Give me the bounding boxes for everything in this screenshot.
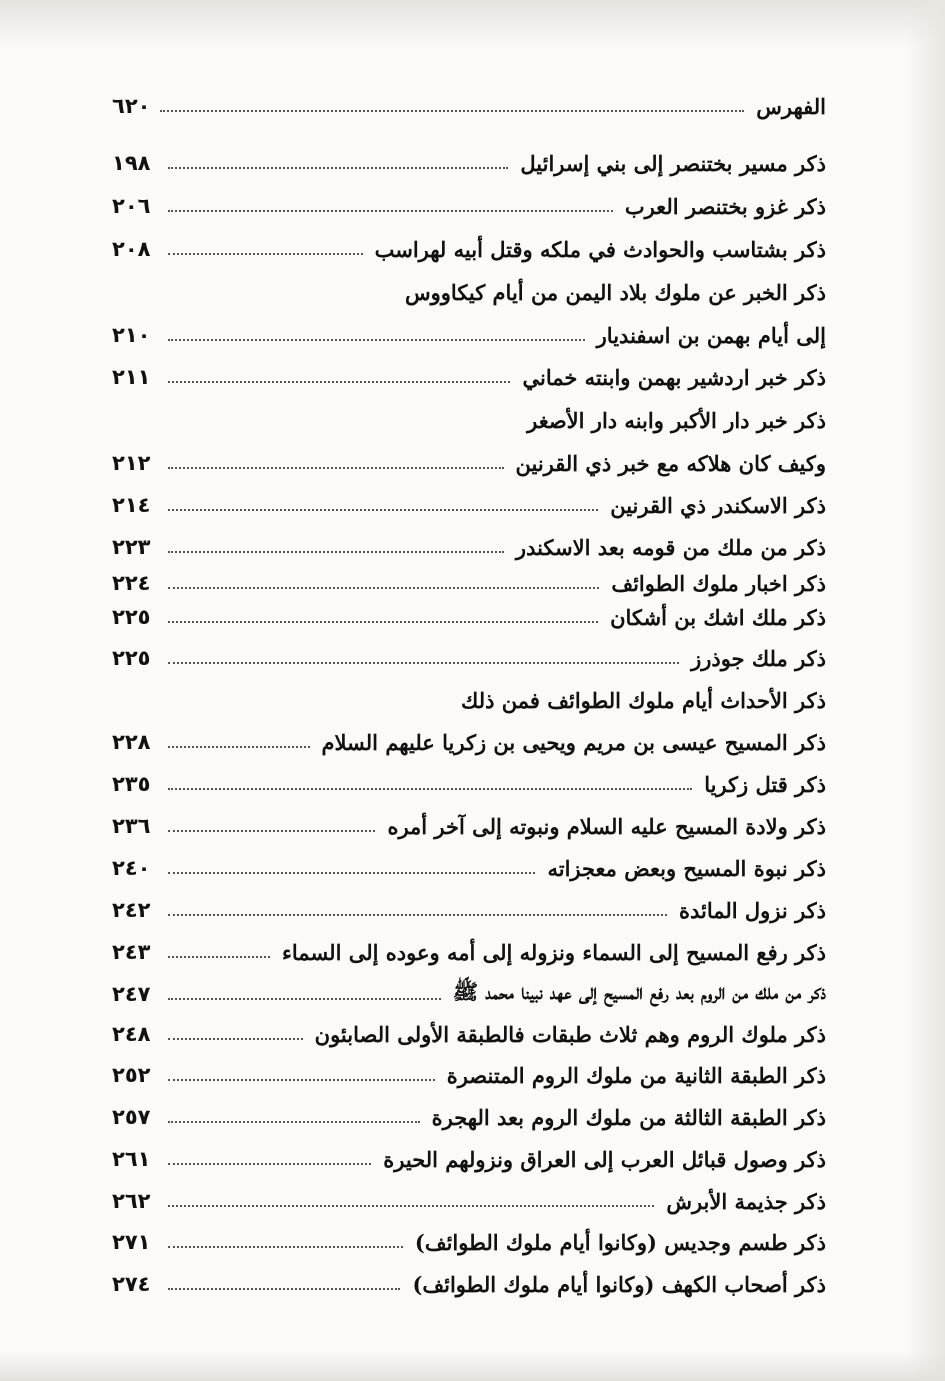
- page-number: ٦٢٠: [112, 94, 151, 118]
- leader-dots: [168, 1038, 303, 1040]
- entry-page-number: ٢٣٥: [112, 772, 151, 796]
- leader-dots: [168, 509, 598, 511]
- entry-title: ذكر وصول قبائل العرب إلى العراق ونزولهم الحيرة: [383, 1146, 826, 1172]
- leader-dots: [168, 1079, 435, 1081]
- index-entry: [112, 357, 826, 397]
- leader-dots: [168, 210, 613, 212]
- page-title: الفهرس: [756, 93, 826, 119]
- index-entry: [112, 1097, 826, 1137]
- entry-page-number: ٢٤٧: [112, 982, 151, 1006]
- entry-page-number: ٢٧٤: [112, 1272, 151, 1296]
- entry-title: ذكر أصحاب الكهف (وكانوا أيام ملوك الطوائف): [412, 1271, 826, 1297]
- entry-title: ذكر الأحداث أيام ملوك الطوائف فمن ذلك: [461, 687, 826, 713]
- leader-dots: [168, 998, 441, 1000]
- entry-page-number: ٢٤٢: [112, 898, 151, 922]
- entry-page-number: ٢٢٨: [112, 730, 151, 754]
- leader-dots: [168, 914, 667, 916]
- entry-page-number: ٢١٤: [112, 493, 151, 517]
- entry-title: ذكر اخبار ملوك الطوائف: [611, 570, 826, 596]
- entry-title: ذكر قتل زكريا: [704, 771, 826, 797]
- entry-title: ذكر من ملك من قومه بعد الاسكندر: [515, 534, 826, 560]
- entry-page-number: ٢٢٥: [112, 646, 151, 670]
- index-entry: [112, 443, 826, 483]
- entry-page-number: ٢٤٠: [112, 856, 151, 880]
- leader-dots: [168, 467, 504, 469]
- entry-title: ذكر ملوك الروم وهم ثلاث طبقات فالطبقة الأولى الصابئون: [314, 1021, 826, 1047]
- entry-page-number: ٢٤٨: [112, 1022, 151, 1046]
- leader-dots: [168, 1246, 403, 1248]
- index-entry: [112, 186, 826, 226]
- entry-title: ذكر نبوة المسيح وبعض معجزاته: [547, 855, 826, 881]
- entry-title: ذكر ملك جوذرز: [691, 645, 826, 671]
- index-entry: [112, 1139, 826, 1179]
- leader-dots: [168, 167, 508, 169]
- index-entry: [112, 932, 826, 972]
- leader-dots: [168, 746, 310, 748]
- entry-page-number: ٢٠٦: [112, 194, 151, 218]
- entry-title: وكيف كان هلاكه مع خبر ذي القرنين: [515, 450, 826, 476]
- index-entry: [112, 1264, 826, 1304]
- index-entry: [112, 1055, 826, 1095]
- entry-title: ذكر المسيح عيسى بن مريم ويحيى بن زكريا عليهم السلام: [321, 729, 826, 755]
- leader-dots: [168, 956, 270, 958]
- entry-page-number: ٢١١: [112, 365, 151, 389]
- index-entry: [112, 848, 826, 888]
- header-leader-dots: [160, 110, 744, 112]
- entry-page-number: ٢٧١: [112, 1230, 151, 1254]
- entry-title: ذكر نزول المائدة: [678, 897, 826, 923]
- index-entry: [112, 1181, 826, 1221]
- index-entry: [112, 527, 826, 567]
- leader-dots: [168, 381, 510, 383]
- index-entry: [112, 229, 826, 269]
- index-entry: [112, 597, 826, 637]
- leader-dots: [168, 662, 679, 664]
- leader-dots: [168, 830, 375, 832]
- leader-dots: [168, 1205, 654, 1207]
- index-entry: [112, 485, 826, 525]
- entry-title: ذكر مسير بختنصر إلى بني إسرائيل: [520, 150, 826, 176]
- index-entry: [112, 974, 826, 1014]
- entry-page-number: ٢٥٧: [112, 1105, 151, 1129]
- entry-title: ذكر الطبقة الثانية من ملوك الروم المتنصرة: [446, 1062, 826, 1088]
- leader-dots: [168, 253, 363, 255]
- entry-title: ذكر من ملك من الروم بعد رفع المسيح إلى عهد نبينا محمد ﷺ: [452, 978, 826, 1004]
- entry-page-number: ١٩٨: [112, 151, 151, 175]
- entry-page-number: ٢١٠: [112, 323, 151, 347]
- entry-title: ذكر الاسكندر ذي القرنين: [610, 492, 826, 518]
- entry-title: ذكر طسم وجديس (وكانوا أيام ملوك الطوائف): [414, 1229, 826, 1255]
- index-entry: [112, 890, 826, 930]
- index-entry: [112, 806, 826, 846]
- entry-page-number: ٢٦٢: [112, 1189, 151, 1213]
- index-entry: [112, 400, 826, 440]
- entry-page-number: ٢٢٤: [112, 571, 151, 595]
- leader-dots: [168, 872, 535, 874]
- leader-dots: [168, 1121, 420, 1123]
- entry-page-number: ٢٤٣: [112, 940, 151, 964]
- leader-dots: [168, 1163, 371, 1165]
- entry-page-number: ٢٣٦: [112, 814, 151, 838]
- entry-page-number: ٢٥٢: [112, 1063, 151, 1087]
- entry-title: ذكر رفع المسيح إلى السماء ونزوله إلى أمه وعوده إلى السماء: [282, 939, 826, 965]
- page-edge-right: [905, 0, 945, 1381]
- entry-title: إلى أيام بهمن بن اسفنديار: [596, 322, 826, 348]
- index-entry: [112, 315, 826, 355]
- entry-page-number: ٢٢٣: [112, 535, 151, 559]
- entry-page-number: ٢٦١: [112, 1147, 151, 1171]
- leader-dots: [168, 621, 598, 623]
- leader-dots: [168, 587, 599, 589]
- leader-dots: [168, 551, 504, 553]
- index-entry: [112, 143, 826, 183]
- entry-title: ذكر ملك اشك بن أشكان: [610, 604, 826, 630]
- index-entry: [112, 722, 826, 762]
- index-entry: [112, 272, 826, 312]
- index-entry: [112, 1222, 826, 1262]
- entry-title: ذكر ولادة المسيح عليه السلام ونبوته إلى آخر أمره: [387, 813, 826, 839]
- entry-page-number: ٢٢٥: [112, 605, 151, 629]
- entry-title: ذكر الخبر عن ملوك بلاد اليمن من أيام كيكاووس: [405, 279, 826, 305]
- leader-dots: [168, 339, 585, 341]
- entry-title: ذكر بشتاسب والحوادث في ملكه وقتل أبيه لهراسب: [374, 236, 826, 262]
- leader-dots: [168, 1288, 400, 1290]
- index-entry: [112, 1014, 826, 1054]
- index-entry: [112, 680, 826, 720]
- index-entry: [112, 638, 826, 678]
- entry-title: ذكر خبر دار الأكبر وابنه دار الأصغر: [527, 407, 826, 433]
- entry-title: ذكر الطبقة الثالثة من ملوك الروم بعد الهجرة: [431, 1104, 826, 1130]
- leader-dots: [168, 788, 692, 790]
- entry-title: ذكر جذيمة الأبرش: [666, 1188, 826, 1214]
- entry-title: ذكر غزو بختنصر العرب: [624, 193, 826, 219]
- index-entry: [112, 764, 826, 804]
- page-header: [112, 86, 826, 126]
- page-edge-bottom: [0, 1351, 945, 1381]
- entry-page-number: ٢٠٨: [112, 237, 151, 261]
- entry-page-number: ٢١٢: [112, 451, 151, 475]
- entry-title: ذكر خبر اردشير بهمن وابنته خماني: [522, 364, 826, 390]
- page-edge-top: [0, 0, 945, 48]
